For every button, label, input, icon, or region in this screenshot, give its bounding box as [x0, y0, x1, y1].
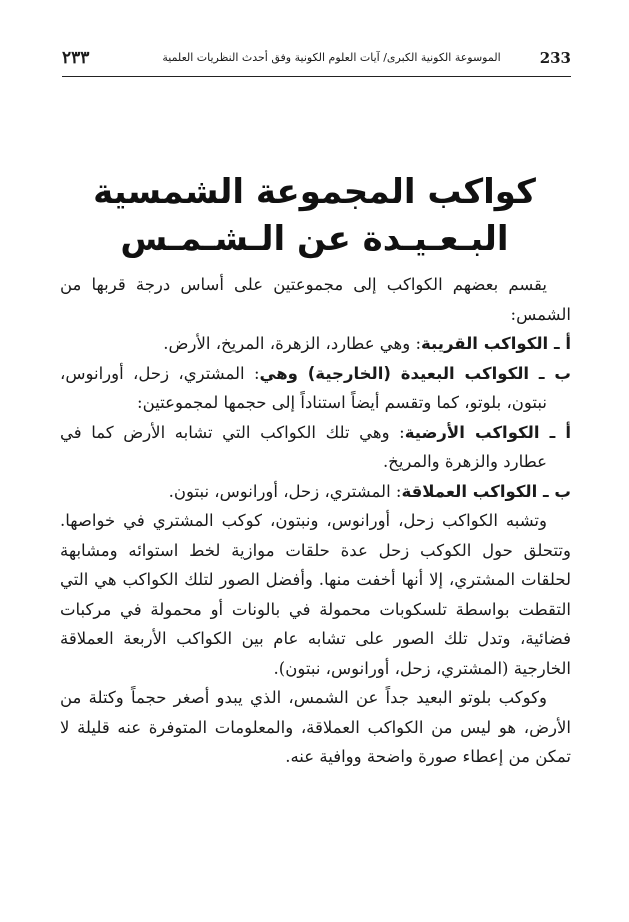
terrestrial-planets-heading: أ ـ الكواكب الأرضية [404, 422, 571, 442]
far-planets-text: : المشتري، زحل، أورانوس، نبتون، بلوتو، كما وتقسم أيضاً استناداً إلى حجمها لمجموعتين: [60, 363, 547, 412]
paragraph-terrestrial-planets [60, 418, 571, 477]
giant-planets-text: : المشتري، زحل، أورانوس، نبتون. [168, 481, 402, 501]
running-title: الموسوعة الكونية الكبرى/ آيات العلوم الكونية وفق أحدث النظريات العلمية [162, 51, 501, 64]
paragraph-similarity: وتشبه الكواكب زحل، أورانوس، ونبتون، كوكب المشتري في خواصها. وتتحلق حول الكوكب زحل عدة حلقات موازية لخط استوائه ومشابهة لحلقات المشتري، إلا أنها أخفت منها. وأفضل الصور لتلك الكواكب هي التي التقطت بواسطة تلسكوبات محمولة في بالونات أو محمولة في مركبات فضائية، وتدل تلك الصور على تشابه عام بين الكواكب الأربعة العملاقة الخارجية (المشتري، زحل، أورانوس، نبتون). [60, 511, 571, 678]
near-planets-heading: أ ـ الكواكب القريبة [421, 334, 571, 353]
body-text [60, 270, 571, 772]
paragraph-giant-planets [60, 477, 571, 507]
page-header [62, 48, 571, 72]
paragraph-intro: يقسم بعضهم الكواكب إلى مجموعتين على أساس درجة قربها من الشمس: [60, 275, 571, 324]
paragraph-far-planets [60, 359, 571, 418]
paragraph-pluto: وكوكب بلوتو البعيد جداً عن الشمس، الذي يبدو أصغر حجماً وكتلة من الأرض، هو ليس من الكواكب العملاقة، والمعلومات المتوفرة عنه قليلة لا تمكن من إعطاء صورة واضحة ووافية عنه. [60, 688, 571, 766]
paragraph-near-planets [60, 329, 571, 359]
terrestrial-planets-text: : وهي تلك الكواكب التي تشابه الأرض كما في عطارد والزهرة والمريخ. [60, 422, 547, 471]
page-number-latin: 233 [539, 49, 571, 67]
near-planets-text: : وهي عطارد، الزهرة، المريخ، الأرض. [163, 334, 422, 353]
page-number-arabic: ٢٣٣ [62, 48, 90, 68]
chapter-title-line-2: البـعـيـدة عن الـشـمـس [120, 219, 509, 259]
far-planets-heading: ب ـ الكواكب البعيدة (الخارجية) وهي [259, 363, 571, 383]
header-rule [62, 76, 571, 77]
chapter-title-line-1: كواكب المجموعة الشمسية [93, 172, 536, 212]
giant-planets-heading: ب ـ الكواكب العملاقة [401, 481, 571, 501]
